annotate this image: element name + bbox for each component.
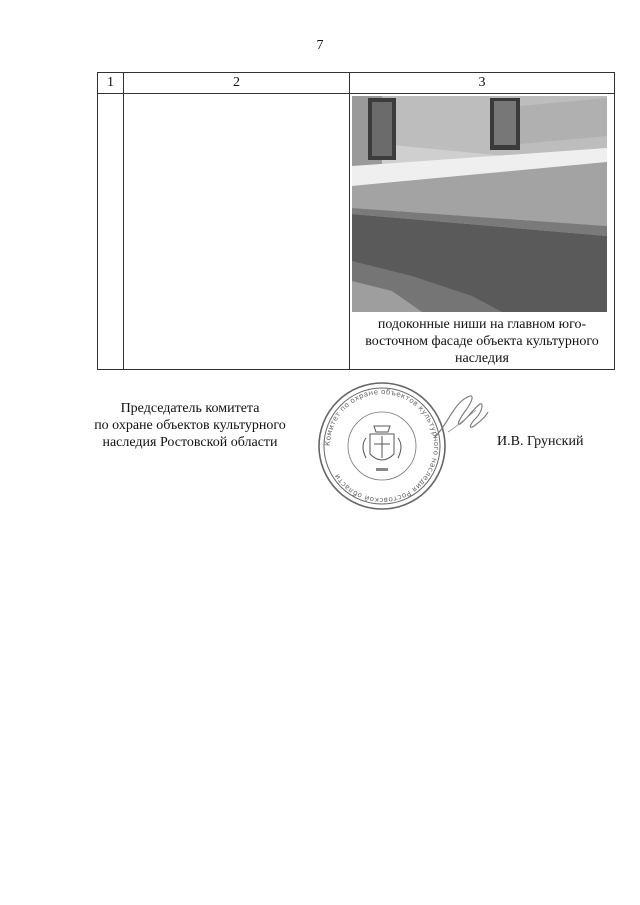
column-header-3: 3 xyxy=(350,73,615,94)
column-header-1: 1 xyxy=(98,73,124,94)
signatory-name: И.В. Грунский xyxy=(497,434,584,449)
svg-text:Комитет по охране объектов кул: Комитет по охране объектов культурного наследия Ростовской области xyxy=(322,386,442,506)
document-table xyxy=(97,72,615,370)
signatory-title: Председатель комитета по охране объектов культурного наследия Ростовской области xyxy=(94,401,286,450)
handwritten-signature-icon xyxy=(430,388,490,448)
official-seal-icon xyxy=(316,380,448,512)
facade-photo xyxy=(352,96,607,312)
cell-description xyxy=(124,94,350,370)
cell-number xyxy=(98,94,124,370)
photo-caption: подоконные ниши на главном юго-восточном фасаде объекта культурного наследия xyxy=(365,317,599,366)
signature-block xyxy=(0,386,640,508)
page-number: 7 xyxy=(316,38,324,53)
table-row xyxy=(98,94,615,370)
cell-photo xyxy=(350,94,615,370)
table-header-row xyxy=(98,73,615,94)
column-header-2: 2 xyxy=(124,73,350,94)
